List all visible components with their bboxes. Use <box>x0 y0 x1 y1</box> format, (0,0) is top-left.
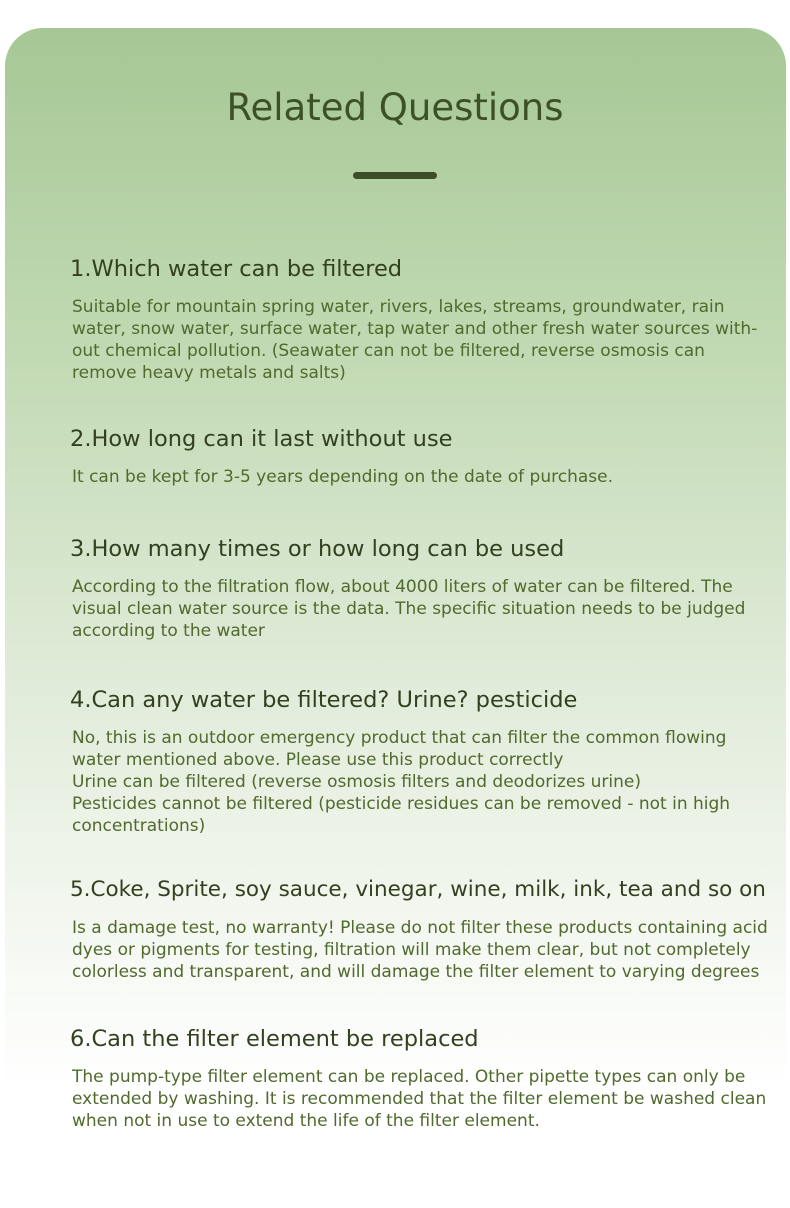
faq-item-5 <box>70 875 782 983</box>
faq-item-3 <box>70 534 782 642</box>
faq-question: 6.Can the filter element be replaced <box>70 1026 479 1052</box>
faq-answer: According to the filtration flow, about 4000 liters of water can be filtered. The visual clean water source is the data. The specific situation needs to be judged according to the water <box>72 577 746 641</box>
page-title: Related Questions <box>226 86 564 129</box>
faq-answer: It can be kept for 3-5 years depending on the date of purchase. <box>72 467 613 487</box>
faq-question: 2.How long can it last without use <box>70 426 453 452</box>
faq-answer: Is a damage test, no warranty! Please do not filter these products containing acid dyes or pigments for testing, filtration will make them clear, but not completely colorless and transparent, and will damage the filter element to varying degrees <box>72 918 768 982</box>
faq-question: 4.Can any water be filtered? Urine? pesticide <box>70 687 578 713</box>
faq-answer-line: Pesticides cannot be filtered (pesticide residues can be removed - not in high concentrations) <box>72 794 731 836</box>
faq-answer: The pump-type filter element can be replaced. Other pipette types can only be extended by washing. It is recommended that the filter element be washed clean when not in use to extend the life of the filter element. <box>72 1067 767 1131</box>
faq-question: 1.Which water can be filtered <box>70 256 403 282</box>
faq-item-6 <box>70 1024 782 1132</box>
faq-question: 5.Coke, Sprite, soy sauce, vinegar, wine, milk, ink, tea and so on <box>70 877 766 902</box>
title-underline <box>353 172 437 179</box>
faq-answer <box>72 727 772 837</box>
faq-question: 3.How many times or how long can be used <box>70 536 565 562</box>
faq-item-1 <box>70 254 782 384</box>
faq-answer-line: No, this is an outdoor emergency product that can filter the common flowing water mentioned above. Please use this product correctly <box>72 728 727 770</box>
faq-item-2 <box>70 424 782 488</box>
faq-answer-line: Urine can be filtered (reverse osmosis filters and deodorizes urine) <box>72 772 641 792</box>
faq-item-4 <box>70 685 782 837</box>
faq-answer: Suitable for mountain spring water, rivers, lakes, streams, groundwater, rain water, snow water, surface water, tap water and other fresh water sources with-out chemical pollution. (Seawater can not be filtered, reverse osmosis can remove heavy metals and salts) <box>72 297 758 383</box>
